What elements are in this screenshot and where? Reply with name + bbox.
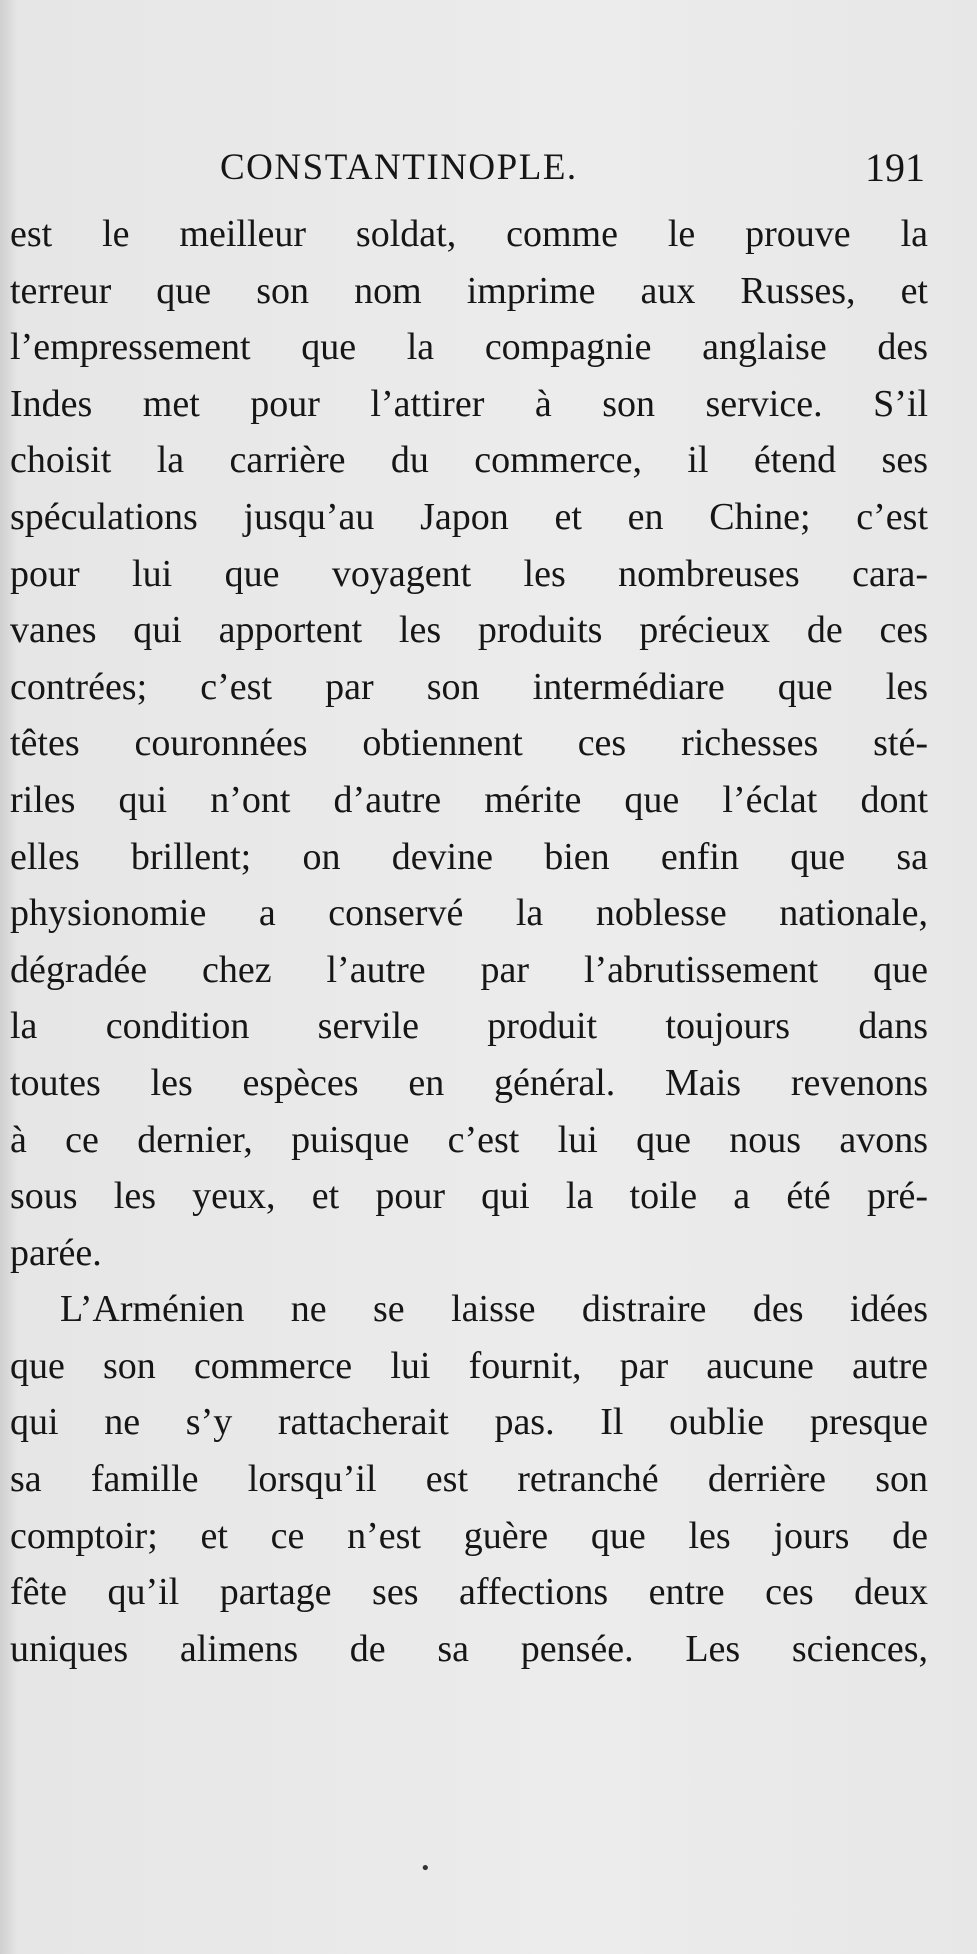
text-line: uniques alimens de sa pensée. Les sciences, <box>10 1627 928 1670</box>
text-line: qui ne s’y rattacherait pas. Il oublie presque <box>10 1401 928 1444</box>
text-line: à ce dernier, puisque c’est lui que nous avons <box>10 1118 928 1161</box>
page-header <box>0 138 977 198</box>
text-line: est le meilleur soldat, comme le prouve la <box>10 213 928 255</box>
body-text <box>10 206 928 1677</box>
text-line: choisit la carrière du commerce, il étend ses <box>10 439 928 482</box>
text-line: pour lui que voyagent les nombreuses cara- <box>10 552 928 595</box>
text-line: têtes couronnées obtiennent ces richesses sté- <box>10 722 928 765</box>
text-line: spéculations jusqu’au Japon et en Chine; c’est <box>10 495 928 538</box>
page-number: 191 <box>865 145 925 190</box>
text-line: dégradée chez l’autre par l’abrutissement que <box>10 948 928 991</box>
text-line: L’Arménien ne se laisse distraire des idées <box>60 1288 928 1331</box>
text-line: sous les yeux, et pour qui la toile a été pré- <box>10 1175 928 1218</box>
text-line: terreur que son nom imprime aux Russes, et <box>10 269 928 312</box>
running-title: CONSTANTINOPLE. <box>220 147 578 188</box>
text-line: que son commerce lui fournit, par aucune autre <box>10 1344 928 1387</box>
text-line: comptoir; et ce n’est guère que les jours de <box>10 1514 928 1557</box>
text-line: parée. <box>10 1231 102 1274</box>
text-line: contrées; c’est par son intermédiare que les <box>10 665 928 708</box>
text-line: la condition servile produit toujours dans <box>10 1005 928 1048</box>
text-line: Indes met pour l’attirer à son service. S’il <box>10 382 928 425</box>
text-line: vanes qui apportent les produits précieux de ces <box>10 609 928 652</box>
text-line: fête qu’il partage ses affections entre ces deux <box>10 1571 928 1614</box>
text-line: riles qui n’ont d’autre mérite que l’éclat dont <box>10 778 928 821</box>
text-line: elles brillent; on devine bien enfin que sa <box>10 835 928 878</box>
ink-mark: • <box>420 1858 431 1879</box>
text-line: l’empressement que la compagnie anglaise des <box>10 326 928 369</box>
text-line: sa famille lorsqu’il est retranché derrière son <box>10 1458 928 1501</box>
text-line: toutes les espèces en général. Mais revenons <box>10 1061 928 1104</box>
text-line: physionomie a conservé la noblesse nationale, <box>10 892 928 935</box>
